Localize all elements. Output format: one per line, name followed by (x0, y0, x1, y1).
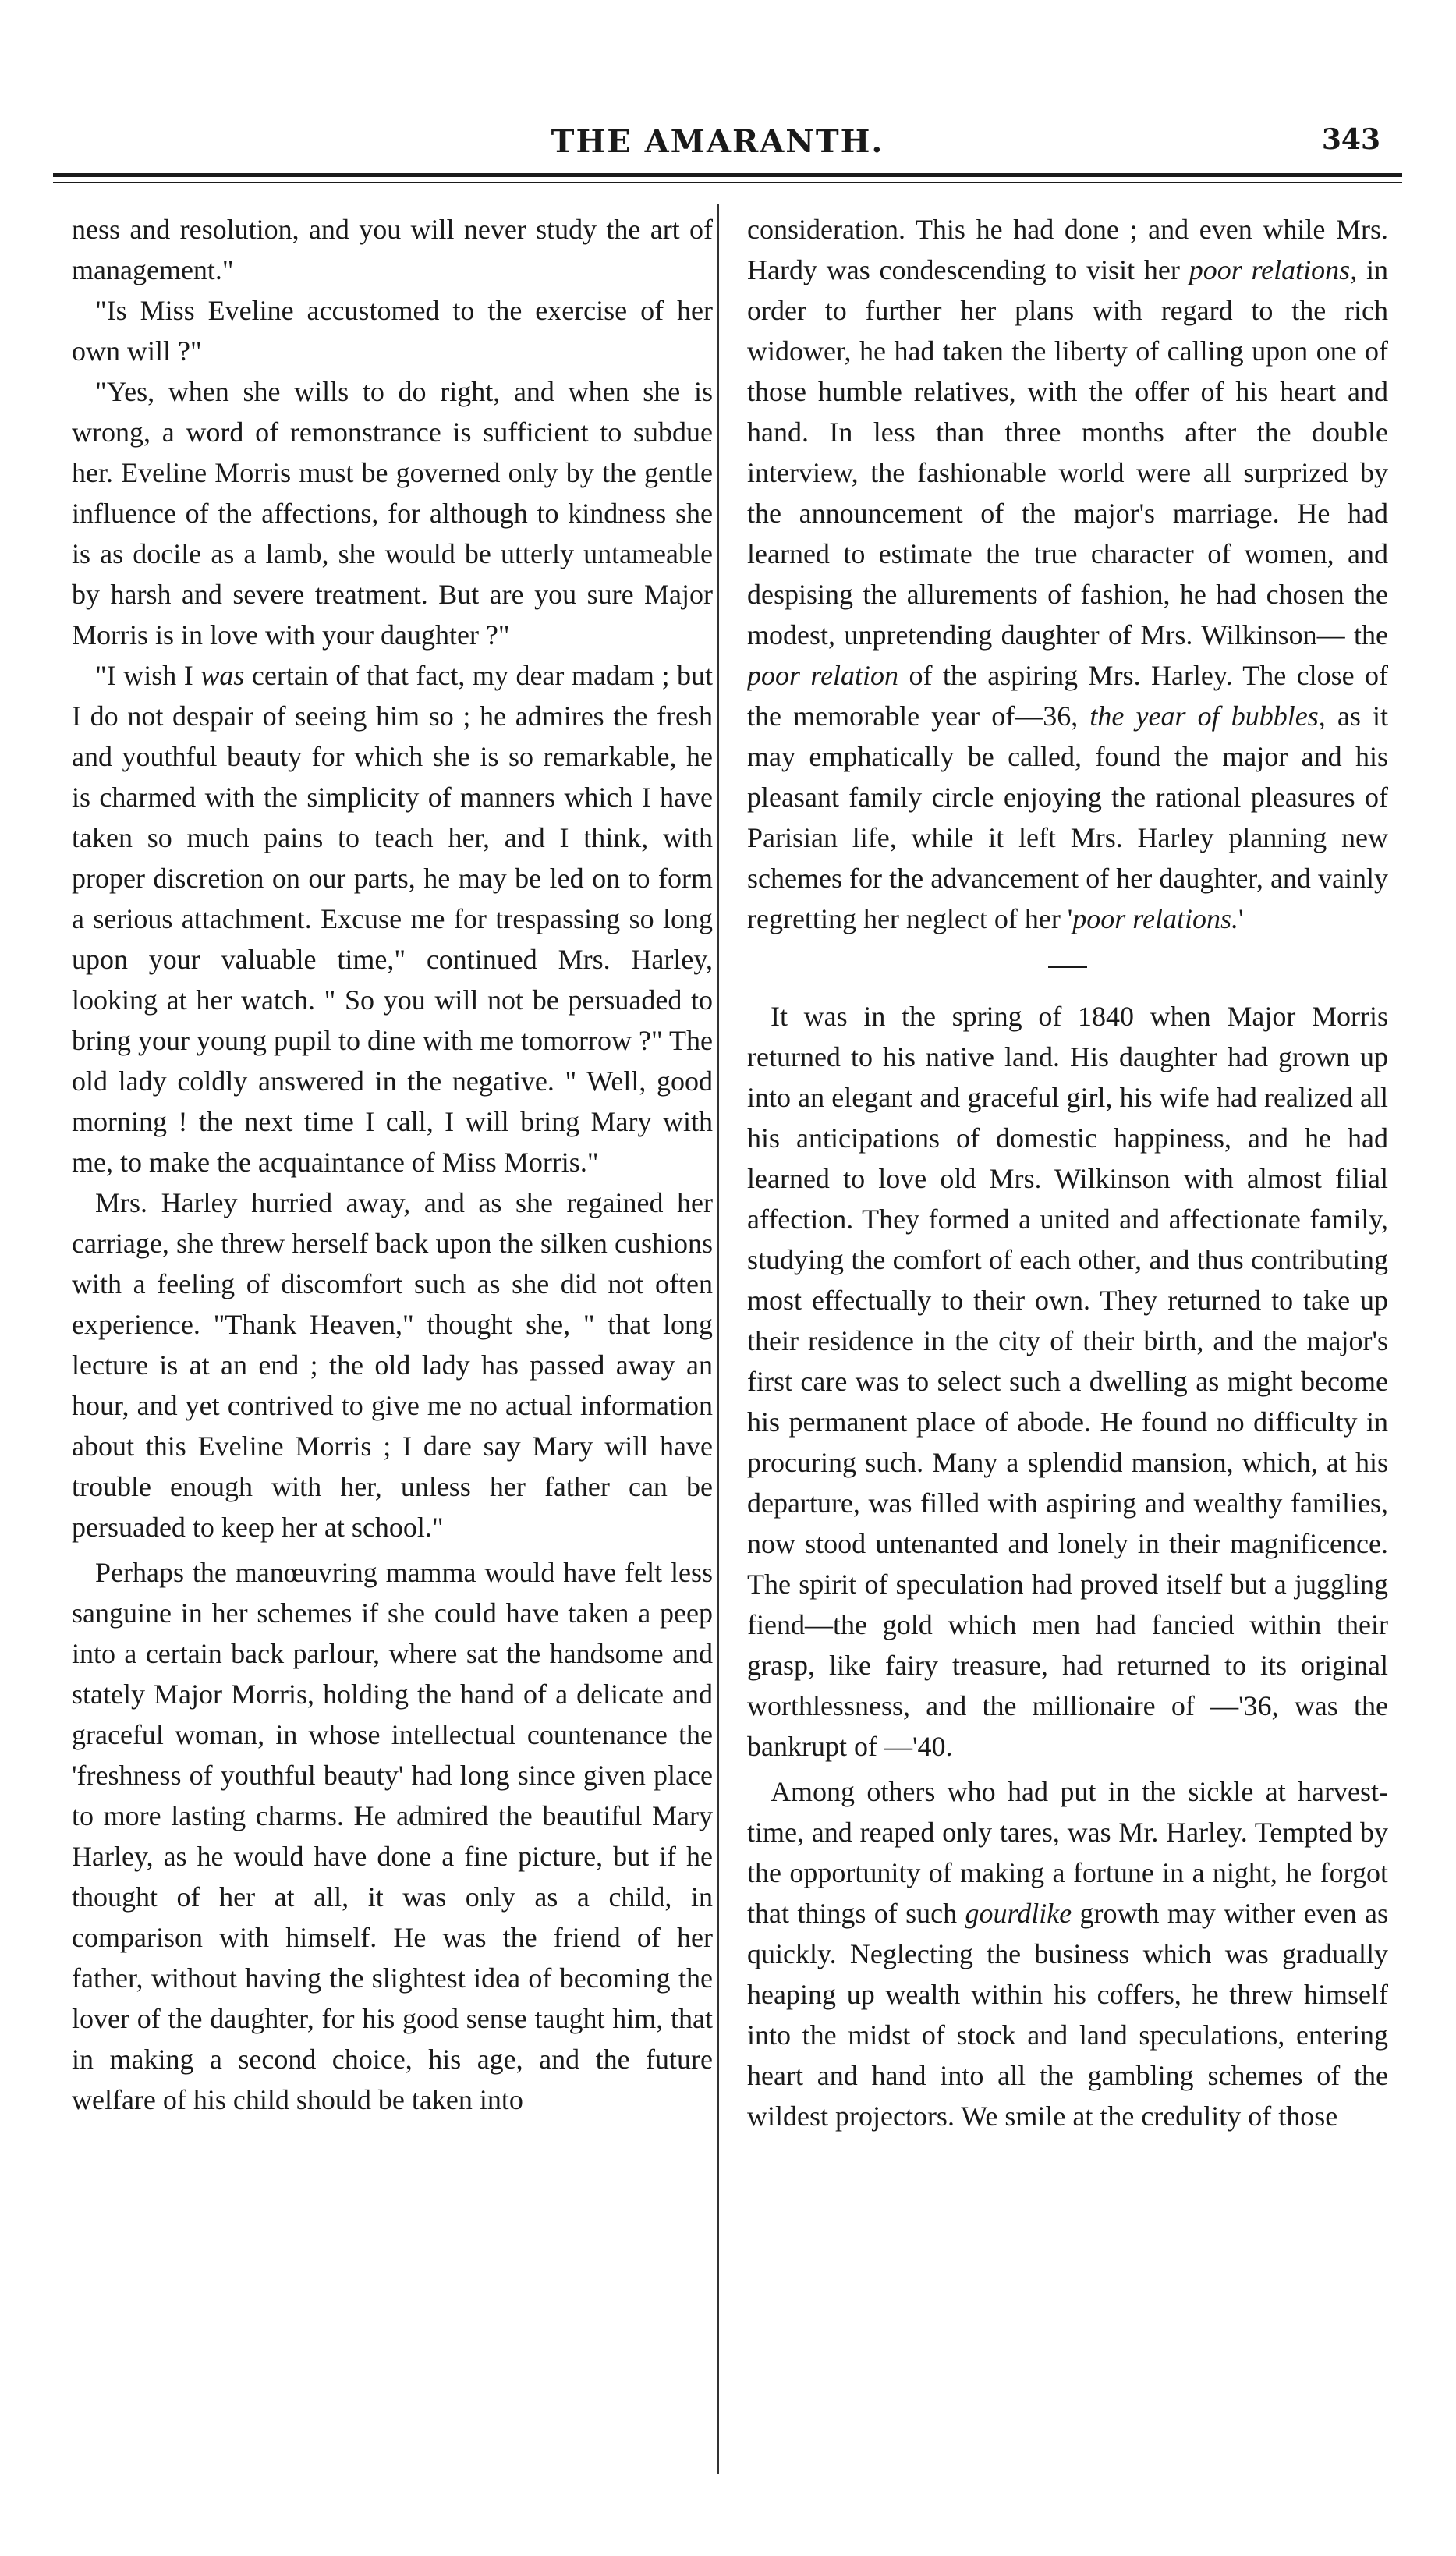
paragraph: "Yes, when she wills to do right, and when she is wrong, a word of remonstrance is sufficient to subdue her. Eveline Morris must be governed only by the gentle influence of the affections, for although to kindness she is as docile as a lamb, she would be utterly untameable by harsh and severe treatment. But are you sure Major Morris is in love with your daughter ?" (72, 376, 713, 651)
italic-text: poor relations, (1189, 254, 1358, 285)
italic-text: the year of bubbles, (1089, 700, 1326, 732)
paragraph (747, 209, 1388, 939)
left-column (72, 209, 713, 2475)
page-number: 343 (1321, 123, 1380, 156)
right-column (747, 209, 1388, 2475)
italic-text: was (200, 660, 245, 691)
paragraph: It was in the spring of 1840 when Major Morris returned to his native land. His daughter had grown up into an elegant and graceful girl, his wife had realized all his anticipations of domestic happiness, and he had learned to love old Mrs. Wilkinson with almost filial affection. They formed a united and affectionate family, studying the comfort of each other, and thus contributing most effectually to their own. They returned to take up their residence in the city of their birth, and the major's first care was to select such a dwelling as might become his permanent place of abode. He found no difficulty in procuring such. Many a splendid mansion, which, at his departure, was filled with aspiring and wealthy families, now stood untenanted and lonely in their magnificence. The spirit of speculation had proved itself but a juggling fiend—the gold which men had fancied within their grasp, like fairy treasure, had returned to its original worthlessness, and the millionaire of —'36, was the bankrupt of —'40. (747, 1001, 1388, 1762)
text-run: Among others who had put in the sickle at harvest-time, and reaped only tares, was Mr. Harley. Tempted by the opportunity of making a fortune in a night, he forgot that things of such (747, 1776, 1388, 1929)
running-title: THE AMARANTH. (551, 123, 884, 160)
paragraph: ness and resolution, and you will never study the art of management." (72, 214, 713, 285)
paragraph (72, 655, 713, 1182)
column-divider (717, 204, 719, 2474)
italic-text: poor relation (747, 660, 899, 691)
paragraph: Mrs. Harley hurried away, and as she regained her carriage, she threw herself back upon the silken cushions with a feeling of discomfort such as she did not often experience. "Thank Heaven," thought she, " that long lecture is at an end ; the old lady has passed away an hour, and yet contrived to give me no actual information about this Eveline Morris ; I dare say Mary will have trouble enough with her, unless her father can be persuaded to keep her at school." (72, 1187, 713, 1543)
section-break-dash (1048, 966, 1087, 968)
italic-text: gourdlike (965, 1898, 1072, 1929)
header-rule-thick (53, 173, 1402, 177)
text-run: consideration. This he had done ; and even while Mrs. Hardy was condescending to visit her (747, 214, 1388, 285)
paragraph: "Is Miss Eveline accustomed to the exercise of her own will ?" (72, 295, 713, 367)
text-run: certain of that fact, my dear madam ; but I do not despair of seeing him so ; he admires the fresh and youthful beauty for which she is so remarkable, he is charmed with the simplicity of manners which I have taken so much pains to teach her, and I think, with proper discretion on our parts, he may be led on to form a serious attachment. Excuse me for trespassing so long upon your valuable time," continued Mrs. Harley, looking at her watch. " So you will not be persuaded to bring your young pupil to dine with me tomorrow ?" The old lady coldly answered in the negative. " Well, good morning ! the next time I call, I will bring Mary with me, to make the acquaintance of Miss Morris." (72, 660, 713, 1178)
text-run: growth may wither even as quickly. Neglecting the business which was gradually heaping up wealth within his coffers, he threw himself into the midst of stock and land speculations, entering heart and hand into all the gambling schemes of the wildest projectors. We smile at the credulity of those (747, 1898, 1388, 2132)
text-run: "I wish I (95, 660, 201, 691)
text-run: ' (1238, 903, 1244, 934)
paragraph: Perhaps the manœuvring mamma would have felt less sanguine in her schemes if she could have taken a peep into a certain back parlour, where sat the handsome and stately Major Morris, holding the hand of a delicate and graceful woman, in whose intellectual countenance the 'freshness of youthful beauty' had long since given place to more lasting charms. He admired the beautiful Mary Harley, as he would have done a fine picture, but if he thought of her at all, it was only as a child, in comparison with himself. He was the friend of her father, without having the slightest idea of becoming the lover of the daughter, for his good sense taught him, that in making a second choice, his age, and the future welfare of his child should be taken into (72, 1557, 713, 2115)
text-run: of the aspiring Mrs. Harley. The close of the memorable year of—36, (747, 660, 1388, 732)
text-run: in order to further her plans with regard to the rich widower, he had taken the liberty of calling upon one of those humble relatives, with the offer of his heart and hand. In less than three months after the double interview, the fashionable world were all surprized by the announcement of the major's marriage. He had learned to estimate the true character of women, and despising the allurements of fashion, he had chosen the modest, unpretending daughter of Mrs. Wilkinson— the (747, 254, 1388, 651)
paragraph (747, 1771, 1388, 2136)
header-rule-thin (53, 182, 1402, 183)
italic-text: poor relations. (1072, 903, 1238, 934)
text-run: as it may emphatically be called, found the major and his pleasant family circle enjoying the rational pleasures of Parisian life, while it left Mrs. Harley planning new schemes for the advancement of her daughter, and vainly regretting her neglect of her ' (747, 700, 1388, 934)
